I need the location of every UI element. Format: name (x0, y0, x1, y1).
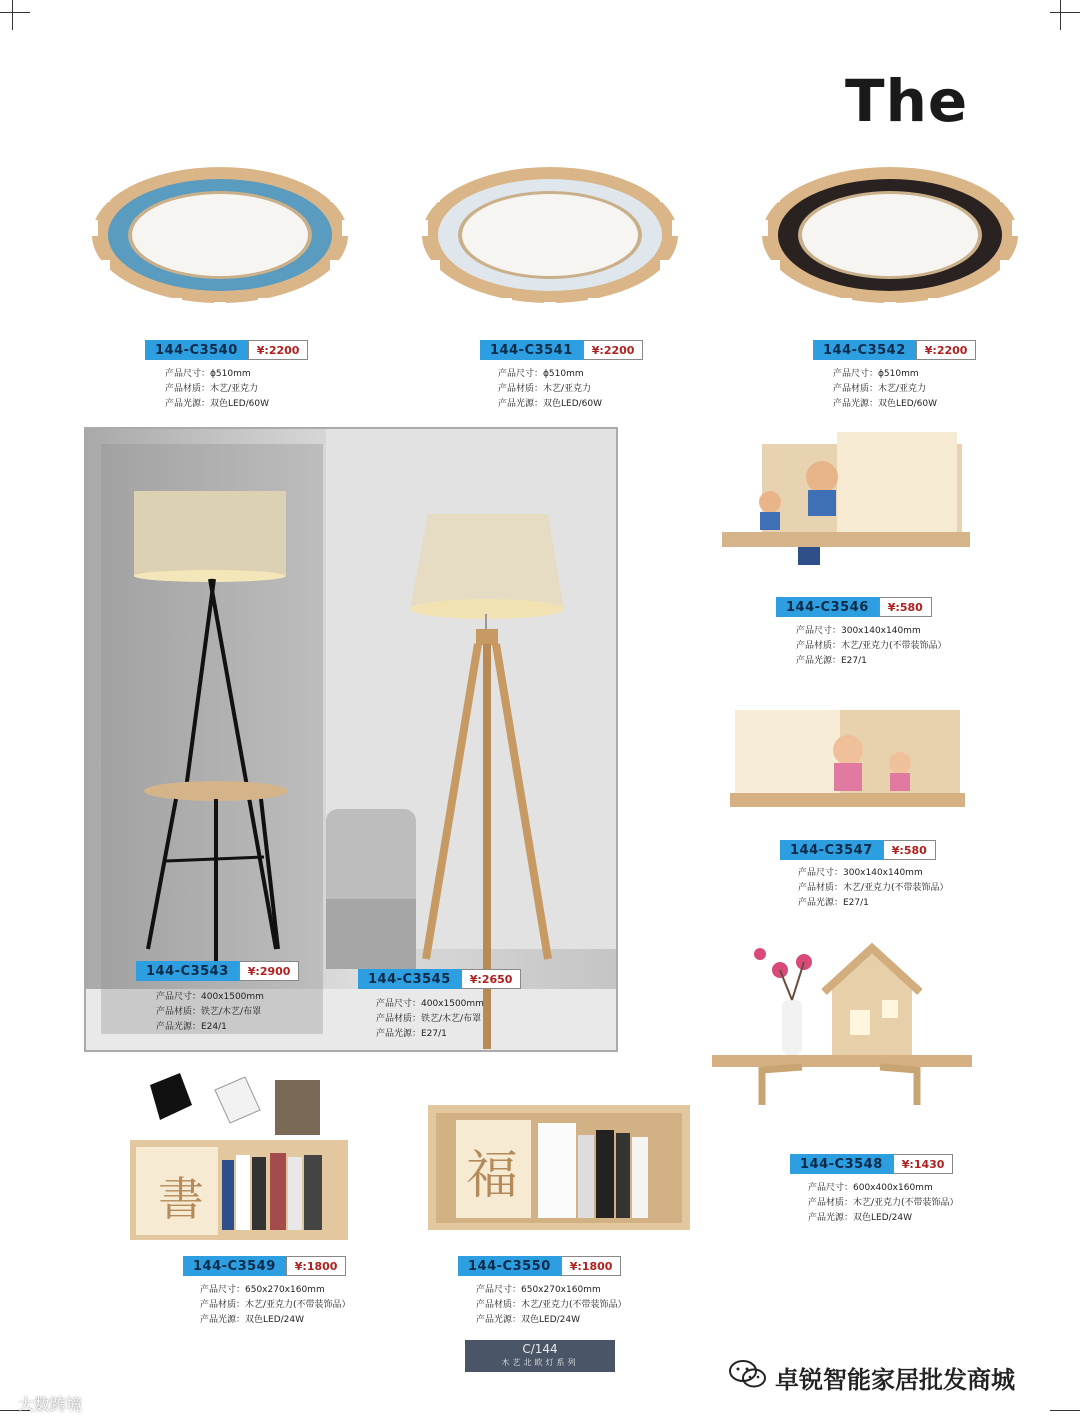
product-specs (798, 866, 949, 911)
watermark-left: 大数跨境 (18, 1395, 83, 1414)
product-code: 144-C3541 (480, 340, 583, 360)
spec-light: 产品光源：双色LED/24W (200, 1315, 305, 1325)
product-label (358, 969, 521, 989)
spec-material: 产品材质：木艺/亚克力(不带装饰品） (798, 883, 949, 893)
product-code: 144-C3543 (136, 961, 239, 981)
product-code: 144-C3547 (780, 840, 883, 860)
spec-light: 产品光源：双色LED/60W (833, 399, 938, 409)
product-specs (808, 1181, 959, 1226)
spec-material: 产品材质：铁艺/木艺/布罩 (376, 1014, 482, 1024)
spec-material: 产品材质：木艺/亚克力(不带装饰品） (808, 1198, 959, 1208)
spec-size: 产品尺寸：650x270x160mm (200, 1285, 325, 1295)
spec-light: 产品光源：双色LED/60W (165, 399, 270, 409)
bookshelf-lamp-image (130, 1065, 350, 1245)
spec-light: 产品光源：E27/1 (376, 1029, 447, 1039)
page-footer-box (465, 1340, 615, 1372)
spec-size: 产品尺寸：400x1500mm (376, 999, 484, 1009)
product-label (780, 840, 936, 860)
spec-light: 产品光源：双色LED/60W (498, 399, 603, 409)
wall-shelf-lamp-image (730, 705, 965, 825)
spec-light: 产品光源：E27/1 (796, 656, 867, 666)
product-price: ¥:580 (879, 597, 932, 617)
product-price: ¥:2200 (916, 340, 977, 360)
spec-material: 产品材质：木艺/亚克力(不带装饰品） (200, 1300, 351, 1310)
product-label (145, 340, 308, 360)
ceiling-lamp-image (755, 150, 1025, 310)
product-price: ¥:1430 (893, 1154, 954, 1174)
product-code: 144-C3540 (145, 340, 248, 360)
crop-mark (1050, 12, 1080, 13)
product-specs (476, 1283, 627, 1328)
product-label (813, 340, 976, 360)
spec-light: 产品光源：双色LED/24W (476, 1315, 581, 1325)
spec-size: 产品尺寸：600x400x160mm (808, 1183, 933, 1193)
product-specs (165, 367, 269, 412)
spec-material: 产品材质：木艺/亚克力 (498, 384, 592, 394)
product-label (790, 1154, 953, 1174)
product-price: ¥:580 (883, 840, 936, 860)
spec-size: 产品尺寸：ϕ510mm (165, 369, 251, 379)
spec-size: 产品尺寸：ϕ510mm (498, 369, 584, 379)
crop-mark (0, 12, 30, 13)
product-code: 144-C3545 (358, 969, 461, 989)
spec-light: 产品光源：E27/1 (798, 898, 869, 908)
spec-size: 产品尺寸：300x140x140mm (796, 626, 921, 636)
product-price: ¥:1800 (561, 1256, 622, 1276)
product-code: 144-C3549 (183, 1256, 286, 1276)
product-specs (200, 1283, 351, 1328)
floor-lamp-photo (84, 427, 618, 1052)
spec-light: 产品光源：双色LED/24W (808, 1213, 913, 1223)
product-price: ¥:2650 (461, 969, 522, 989)
product-price: ¥:2900 (239, 961, 300, 981)
product-code: 144-C3542 (813, 340, 916, 360)
watermark-right: 卓锐智能家居批发商城 (775, 1366, 1015, 1394)
series-name: 木艺北欧灯系列 (501, 1358, 579, 1367)
spec-material: 产品材质：木艺/亚克力(不带装饰品） (796, 641, 947, 651)
spec-material: 产品材质：木艺/亚克力 (165, 384, 259, 394)
product-price: ¥:1800 (286, 1256, 347, 1276)
spec-material: 产品材质：铁艺/木艺/布罩 (156, 1007, 262, 1017)
product-specs (498, 367, 602, 412)
product-specs (833, 367, 937, 412)
product-specs (796, 624, 947, 669)
product-label (776, 597, 932, 617)
product-price: ¥:2200 (583, 340, 644, 360)
crop-mark (1050, 1410, 1080, 1411)
spec-size: 产品尺寸：ϕ510mm (833, 369, 919, 379)
product-label (480, 340, 643, 360)
bookshelf-lamp-image (428, 1105, 690, 1230)
wall-shelf-lamp-image (712, 940, 972, 1130)
product-specs (376, 997, 484, 1042)
wall-shelf-lamp-image (722, 432, 972, 572)
product-code: 144-C3546 (776, 597, 879, 617)
crop-mark (12, 0, 13, 30)
brand-logo: The (845, 67, 969, 135)
wechat-icon (728, 1358, 768, 1390)
product-code: 144-C3550 (458, 1256, 561, 1276)
spec-size: 产品尺寸：400x1500mm (156, 992, 264, 1002)
page-number: C/144 (522, 1342, 558, 1356)
product-price: ¥:2200 (248, 340, 309, 360)
product-specs (156, 990, 264, 1035)
product-code: 144-C3548 (790, 1154, 893, 1174)
product-label (183, 1256, 346, 1276)
svg-text:福: 福 (466, 1146, 519, 1206)
spec-light: 产品光源：E24/1 (156, 1022, 227, 1032)
ceiling-lamp-image (90, 150, 350, 310)
crop-mark (1060, 0, 1061, 30)
ceiling-lamp-image (420, 150, 680, 310)
spec-material: 产品材质：木艺/亚克力 (833, 384, 927, 394)
spec-material: 产品材质：木艺/亚克力(不带装饰品） (476, 1300, 627, 1310)
spec-size: 产品尺寸：300x140x140mm (798, 868, 923, 878)
product-label (136, 961, 299, 981)
product-label (458, 1256, 621, 1276)
svg-text:書: 書 (158, 1172, 204, 1226)
spec-size: 产品尺寸：650x270x160mm (476, 1285, 601, 1295)
